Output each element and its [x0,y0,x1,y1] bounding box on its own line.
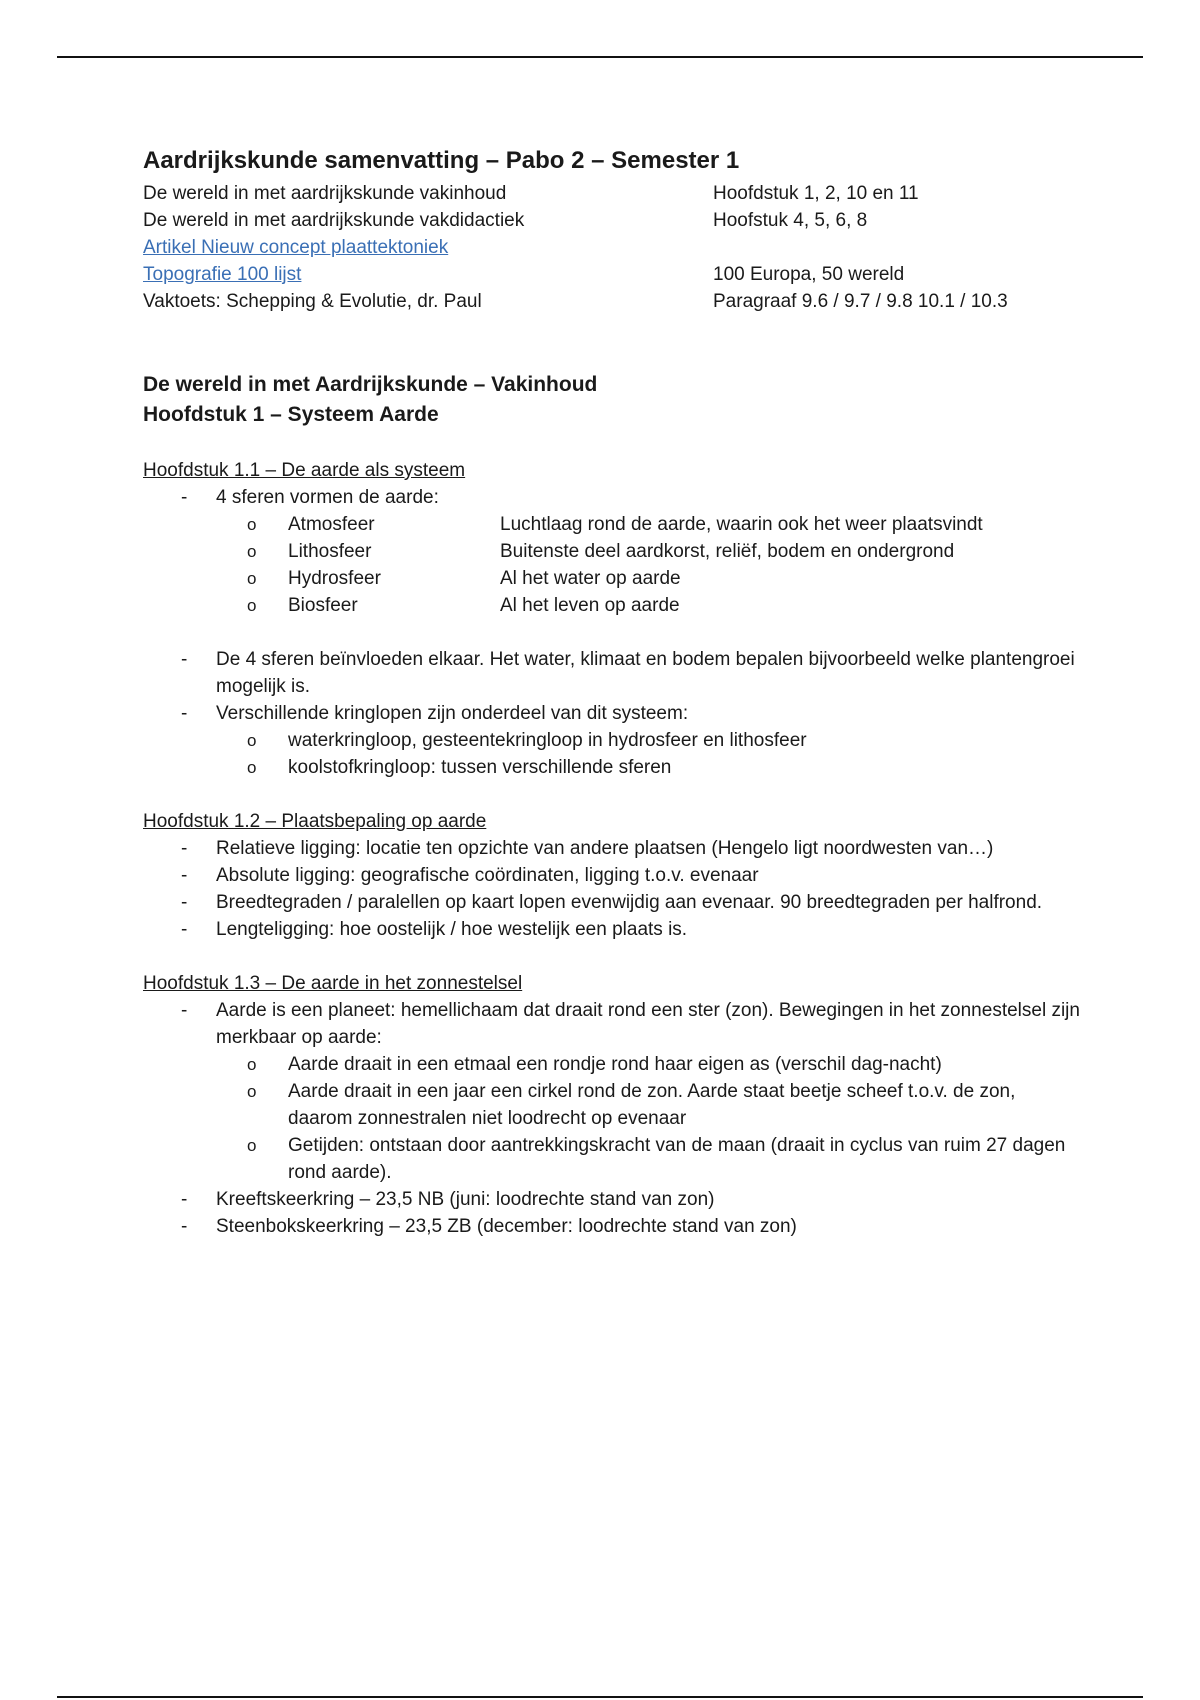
info-row [143,180,1083,207]
info-row [143,288,1083,315]
document-title: Aardrijkskunde samenvatting – Pabo 2 – Semester 1 [143,147,740,174]
info-right: Hoofdstuk 1, 2, 10 en 11 [713,183,919,204]
list-item: - De 4 sferen beïnvloeden elkaar. Het water, klimaat en bodem bepalen bijvoorbeeld welke plantengroei mogelijk is. [143,646,1083,700]
list-item [216,538,1083,565]
sub-list [216,1051,1083,1186]
list-item: - Lengteligging: hoe oostelijk / hoe westelijk een plaats is. [143,916,1083,943]
info-left: De wereld in met aardrijkskunde vakinhoud [143,183,507,204]
sphere-desc: Luchtlaag rond de aarde, waarin ook het weer plaatsvindt [500,514,983,535]
sphere-term: o Hydrosfeer [288,568,381,589]
list-item: - Breedtegraden / paralellen op kaart lopen evenwijdig aan evenaar. 90 breedtegraden per halfrond. [143,889,1083,916]
sub-list [216,727,1083,781]
sphere-desc: Al het leven op aarde [500,595,680,616]
info-row [143,207,1083,234]
bullet-list [143,484,1083,619]
chapter-heading: Hoofdstuk 1 – Systeem Aarde [143,403,439,426]
list-item: o Aarde draait in een jaar een cirkel rond de zon. Aarde staat beetje scheef t.o.v. de zon, daarom zonnestralen niet loodrecht op evenaar [216,1078,1083,1132]
header-rule [57,56,1143,58]
list-item: o koolstofkringloop: tussen verschillende sferen [216,754,1083,781]
info-left: De wereld in met aardrijkskunde vakdidactiek [143,210,525,231]
list-item [216,565,1083,592]
list-item [216,511,1083,538]
info-row [143,234,1083,261]
list-item: o Getijden: ontstaan door aantrekkingskracht van de maan (draait in cyclus van ruim 27 dagen rond aarde). [216,1132,1083,1186]
subsection-title: Hoofdstuk 1.2 – Plaatsbepaling op aarde [143,811,487,832]
sphere-term: o Lithosfeer [288,541,372,562]
list-item: o waterkringloop, gesteentekringloop in hydrosfeer en lithosfeer [216,727,1083,754]
info-right: Paragraaf 9.6 / 9.7 / 9.8 10.1 / 10.3 [713,291,1008,312]
document-page [143,145,1083,1240]
list-item [216,592,1083,619]
list-item [143,484,1083,619]
list-item: - Kreeftskeerkring – 23,5 NB (juni: loodrechte stand van zon) [143,1186,1083,1213]
list-item: o Aarde draait in een etmaal een rondje rond haar eigen as (verschil dag-nacht) [216,1051,1083,1078]
bullet-list [143,646,1083,781]
list-item: - Relatieve ligging: locatie ten opzichte van andere plaatsen (Hengelo ligt noordwesten van…) [143,835,1083,862]
list-item: - Steenbokskeerkring – 23,5 ZB (december: loodrechte stand van zon) [143,1213,1083,1240]
section-heading: De wereld in met Aardrijkskunde – Vakinhoud [143,373,598,396]
list-item-text: 4 sferen vormen de aarde: [216,487,439,508]
sphere-term: o Biosfeer [288,595,358,616]
bullet-list [143,997,1083,1240]
info-right [713,234,1083,261]
info-right: Hoofstuk 4, 5, 6, 8 [713,210,868,231]
list-item: - Absolute ligging: geografische coördinaten, ligging t.o.v. evenaar [143,862,1083,889]
list-item-text: Aarde is een planeet: hemellichaam dat draait rond een ster (zon). Bewegingen in het zonnestelsel zijn merkbaar op aarde: [216,1000,1080,1048]
info-left: Vaktoets: Schepping & Evolutie, dr. Paul [143,291,482,312]
info-right: 100 Europa, 50 wereld [713,264,905,285]
sub-list [143,511,1083,619]
list-item-text: Verschillende kringlopen zijn onderdeel van dit systeem: [216,703,689,724]
footer-rule [57,1696,1143,1698]
sphere-desc: Al het water op aarde [500,568,681,589]
list-item [143,700,1083,781]
subsection-title: Hoofdstuk 1.3 – De aarde in het zonnestelsel [143,973,523,994]
bullet-list [143,835,1083,943]
sphere-desc: Buitenste deel aardkorst, reliëf, bodem en ondergrond [500,541,955,562]
subsection-title: Hoofdstuk 1.1 – De aarde als systeem [143,460,466,481]
sphere-term: o Atmosfeer [288,514,375,535]
topografie-list-link[interactable]: Topografie 100 lijst [143,264,302,285]
list-item [143,997,1083,1186]
plaattektoniek-article-link[interactable]: Artikel Nieuw concept plaattektoniek [143,237,449,258]
info-row [143,261,1083,288]
